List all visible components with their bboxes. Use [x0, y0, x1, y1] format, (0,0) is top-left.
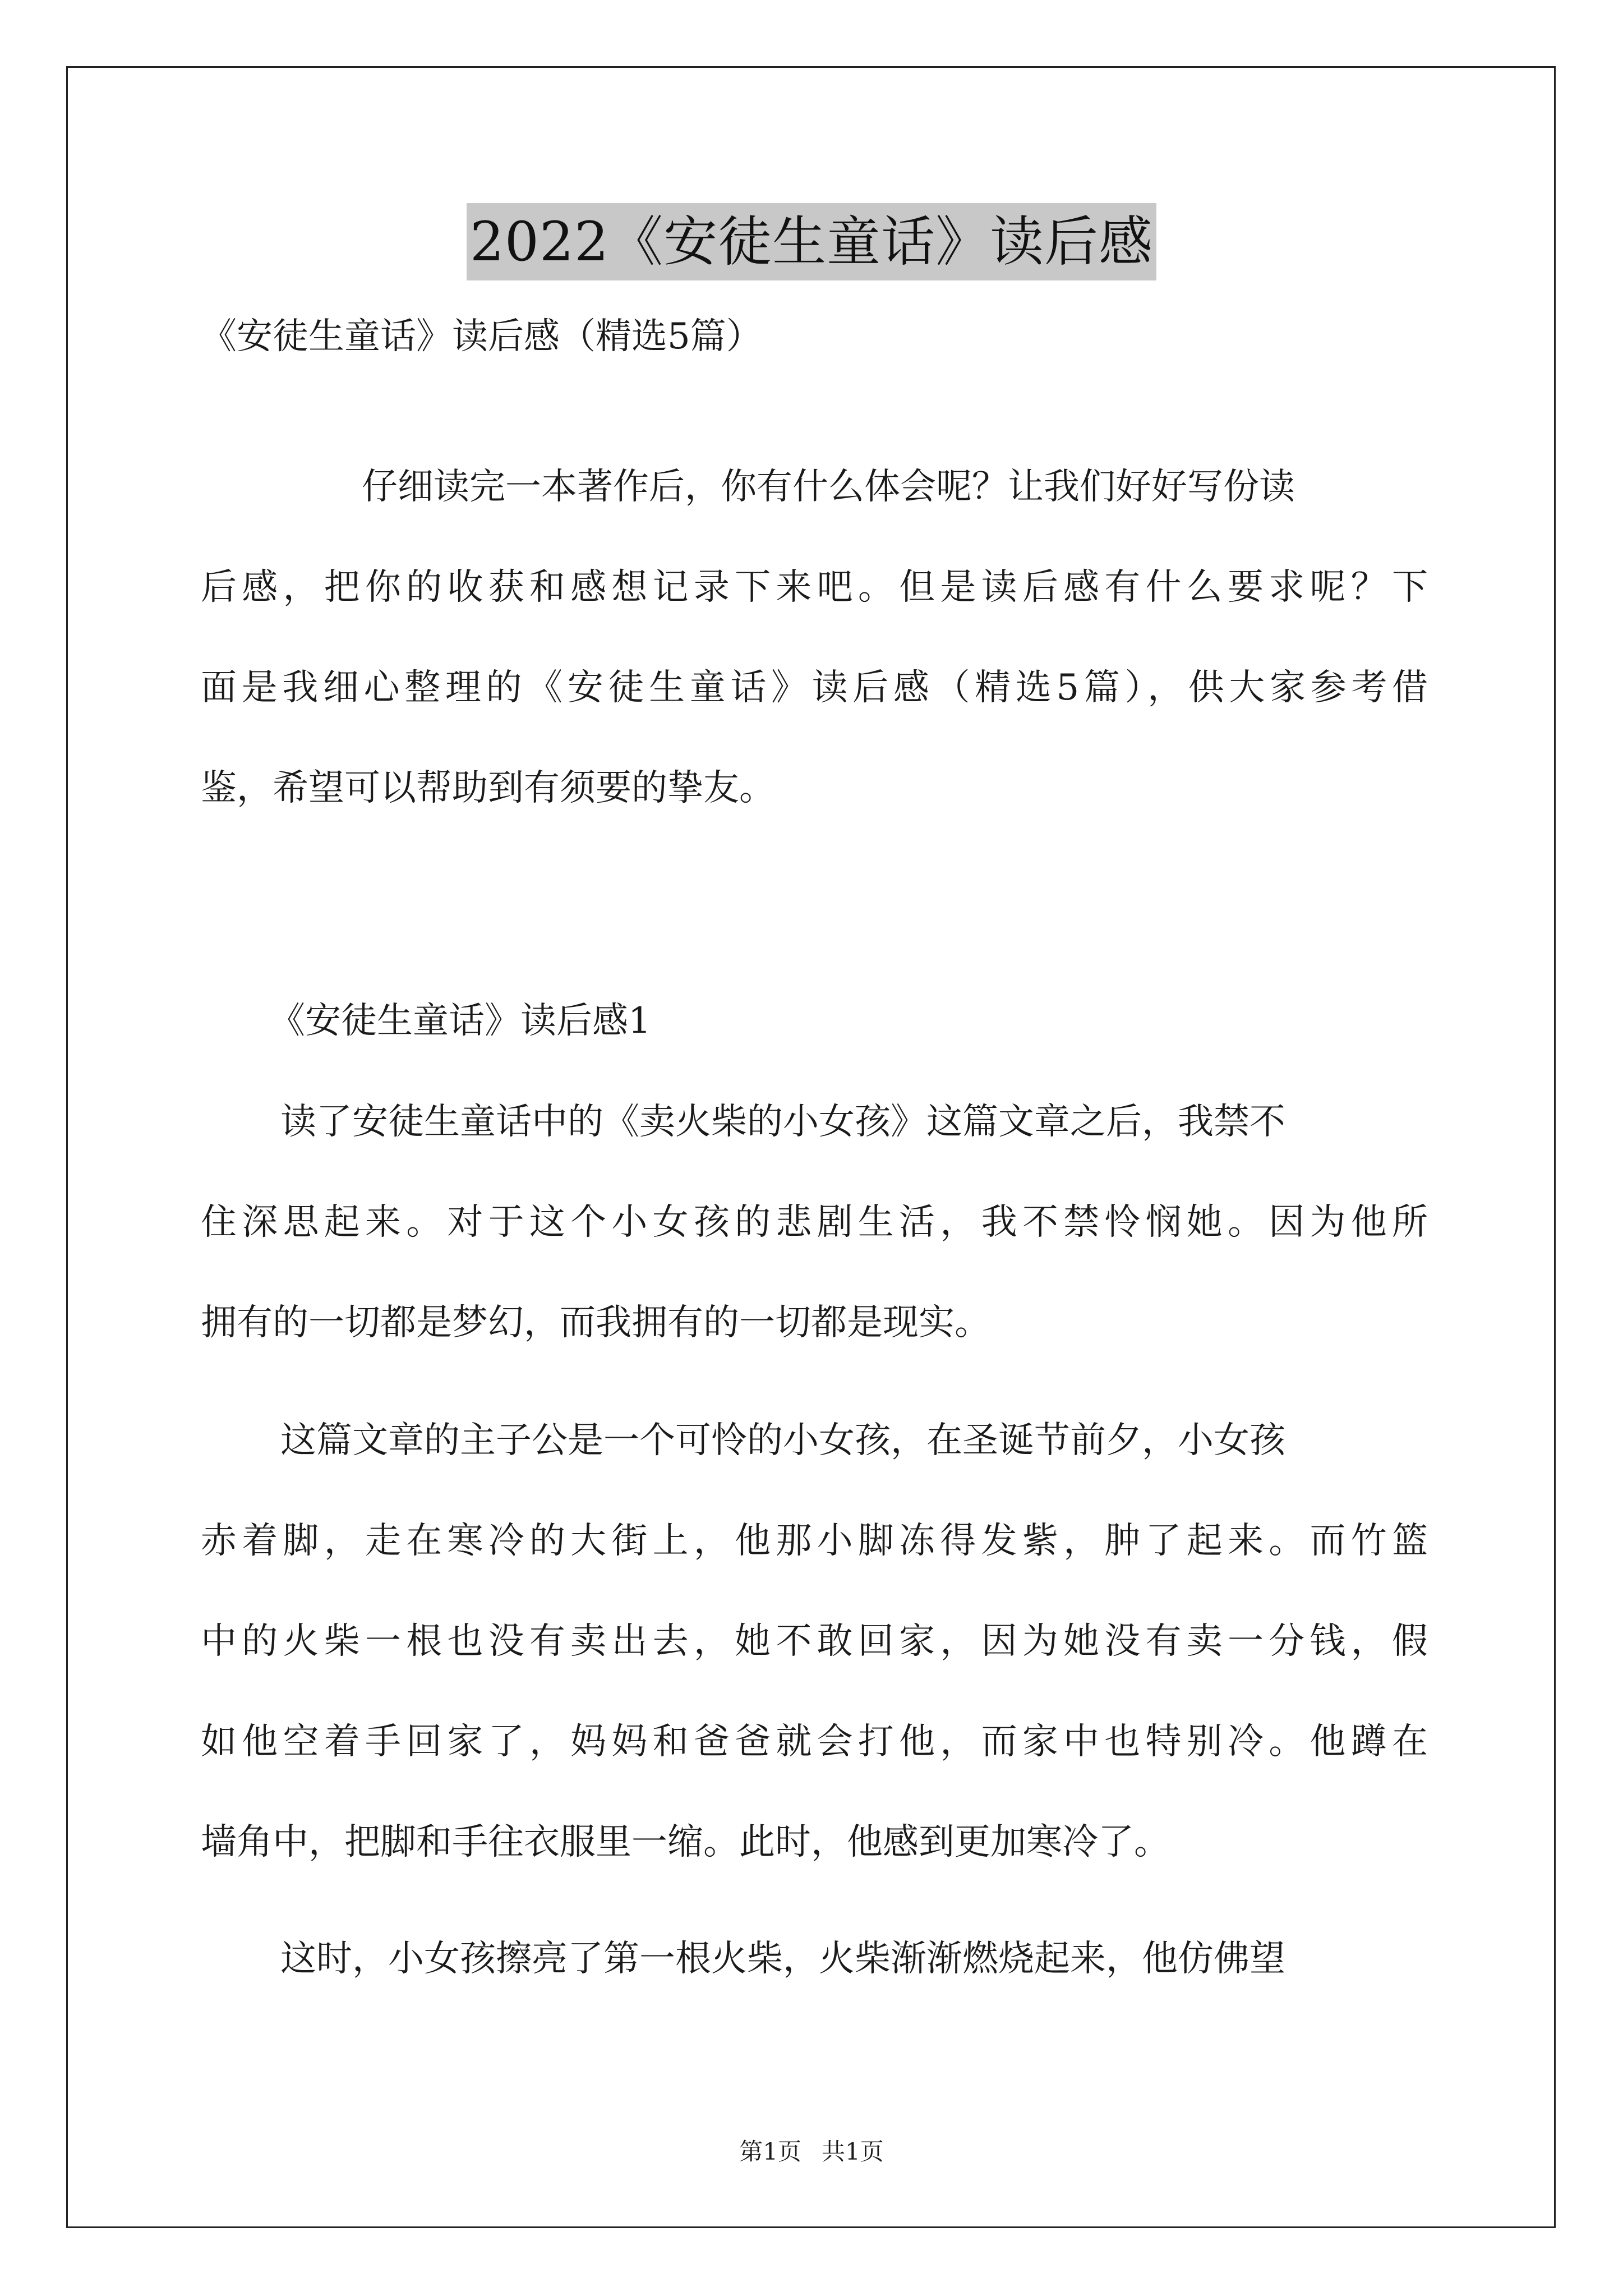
intro-line-3: 面是我细心整理的《安徒生童话》读后感（精选5篇），供大家参考借: [201, 667, 1428, 708]
intro-line-4: 鉴，希望可以帮助到有须要的挚友。: [201, 767, 775, 809]
paragraph1-line-2: 住深思起来。对于这个小女孩的悲剧生活，我不禁怜悯她。因为他所: [201, 1202, 1428, 1243]
paragraph1-line-1: 读了安徒生童话中的《卖火柴的小女孩》这篇文章之后，我禁不: [280, 1101, 1285, 1143]
page-number: 第1页: [739, 2138, 801, 2165]
intro-line-1: 仔细读完一本著作后，你有什么体会呢？让我们好好写份读: [362, 466, 1295, 508]
page-total: 共1页: [822, 2138, 884, 2165]
paragraph3-line-1: 这时，小女孩擦亮了第一根火柴，火柴渐渐燃烧起来，他仿佛望: [280, 1938, 1285, 1980]
paragraph1-line-3: 拥有的一切都是梦幻，而我拥有的一切都是现实。: [201, 1302, 990, 1343]
section-heading: 《安徒生童话》读后感1: [269, 1000, 651, 1042]
paragraph2-line-3: 中的火柴一根也没有卖出去，她不敢回家，因为她没有卖一分钱，假: [201, 1621, 1428, 1662]
document-subtitle: 《安徒生童话》读后感（精选5篇）: [201, 316, 762, 357]
page-footer: [0, 2136, 1623, 2168]
title-wrap: [0, 203, 1623, 280]
paragraph2-line-2: 赤着脚，走在寒冷的大街上，他那小脚冻得发紫，肿了起来。而竹篮: [201, 1520, 1428, 1562]
paragraph2-line-4: 如他空着手回家了，妈妈和爸爸就会打他，而家中也特别冷。他蹲在: [201, 1721, 1428, 1763]
document-title: 2022《安徒生童话》读后感: [467, 203, 1156, 280]
paragraph2-line-1: 这篇文章的主子公是一个可怜的小女孩，在圣诞节前夕，小女孩: [280, 1420, 1285, 1461]
paragraph2-line-5: 墙角中，把脚和手往衣服里一缩。此时，他感到更加寒冷了。: [201, 1821, 1170, 1863]
page-border: [66, 66, 1556, 2228]
intro-line-2: 后感，把你的收获和感想记录下来吧。但是读后感有什么要求呢？下: [201, 567, 1428, 608]
